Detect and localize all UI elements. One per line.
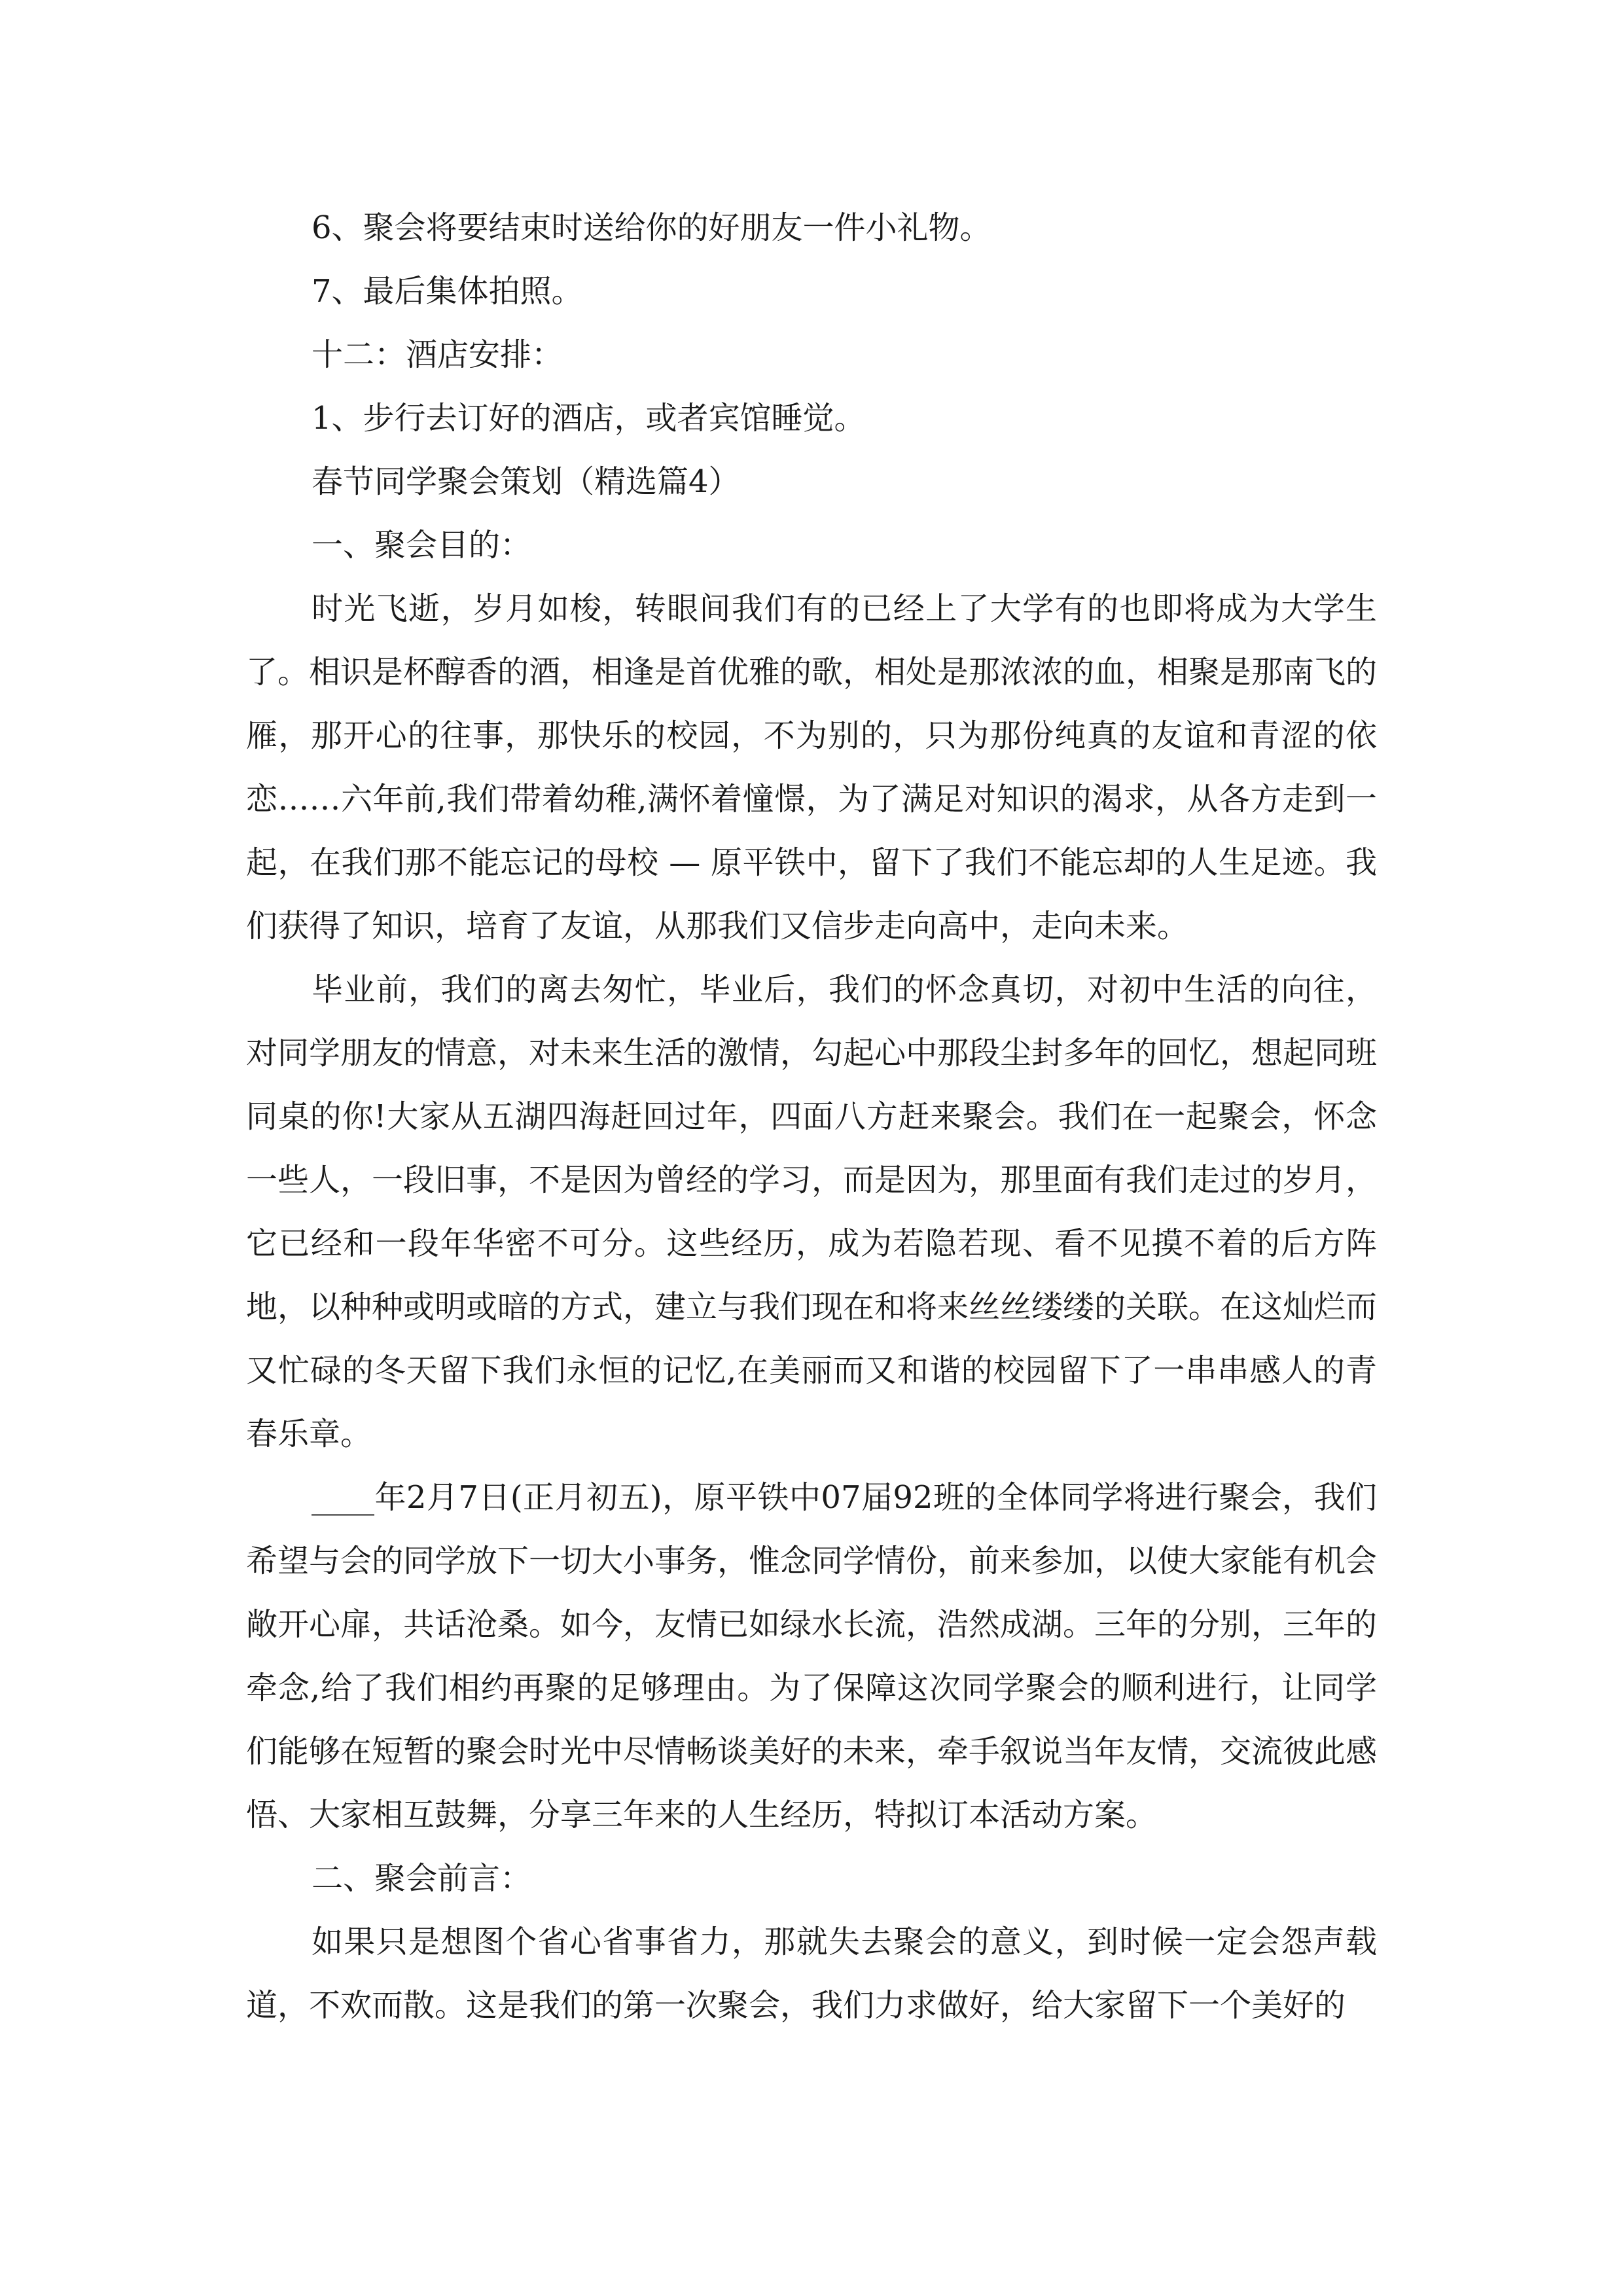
article-title: 春节同学聚会策划（精选篇4） — [312, 463, 740, 500]
section-heading-purpose: 一、聚会目的： — [312, 527, 532, 564]
paragraph-preface: 如果只是想图个省心省事省力，那就失去聚会的意义，到时候一定会怨声载道，不欢而散。这是我们的第一次聚会，我们力求做好，给大家留下一个美好的 — [246, 1924, 1377, 2024]
section-heading-preface: 二、聚会前言： — [312, 1860, 532, 1897]
purpose-section — [246, 577, 1377, 1847]
list-item-gift: 6、聚会将要结束时送给你的好朋友一件小礼物。 — [312, 209, 991, 246]
paragraph-graduation: 毕业前，我们的离去匆忙，毕业后，我们的怀念真切，对初中生活的向往，对同学朋友的情意，对未来生活的激情，勾起心中那段尘封多年的回忆，想起同班同桌的你!大家从五湖四海赶回过年，四面八方赶来聚会。我们在一起聚会，怀念一些人，一段旧事，不是因为曾经的学习，而是因为，那里面有我们走过的岁月，它已经和一段年华密不可分。这些经历，成为若隐若现、看不见摸不着的后方阵地，以种种或明或暗的方式，建立与我们现在和将来丝丝缕缕的关联。在这灿烂而又忙碌的冬天留下我们永恒的记忆,在美丽而又和谐的校园留下了一串串感人的青春乐章。 — [246, 971, 1378, 1452]
preface-section — [246, 1910, 1377, 2037]
list-item-group-photo: 7、最后集体拍照。 — [312, 273, 583, 310]
paragraph-reunion-date: ____年2月7日(正月初五)，原平铁中07届92班的全体同学将进行聚会，我们希望与会的同学放下一切大小事务，惟念同学情份，前来参加，以使大家能有机会敞开心扉，共话沧桑。如今，友情已如绿水长流，浩然成湖。三年的分别，三年的牵念,给了我们相约再聚的足够理由。为了保障这次同学聚会的顺利进行，让同学们能够在短暂的聚会时光中尽情畅谈美好的未来，牵手叙说当年友情，交流彼此感悟、大家相互鼓舞，分享三年来的人生经历，特拟订本活动方案。 — [246, 1479, 1378, 1833]
paragraph-time-flies: 时光飞逝，岁月如梭，转眼间我们有的已经上了大学有的也即将成为大学生了。相识是杯醇香的酒，相逢是首优雅的歌，相处是那浓浓的血，相聚是那南飞的雁，那开心的往事，那快乐的校园，不为别的，只为那份纯真的友谊和青涩的依恋……六年前,我们带着幼稚,满怀着憧憬，为了满足对知识的渴求，从各方走到一起，在我们那不能忘记的母校 — 原平铁中，留下了我们不能忘却的人生足迹。我们获得了知识，培育了友谊，从那我们又信步走向高中，走向未来。 — [246, 590, 1378, 944]
list-item-hotel: 1、步行去订好的酒店，或者宾馆睡觉。 — [312, 400, 866, 437]
section-heading-hotel: 十二：酒店安排： — [312, 336, 563, 373]
document-body — [246, 196, 1377, 2037]
